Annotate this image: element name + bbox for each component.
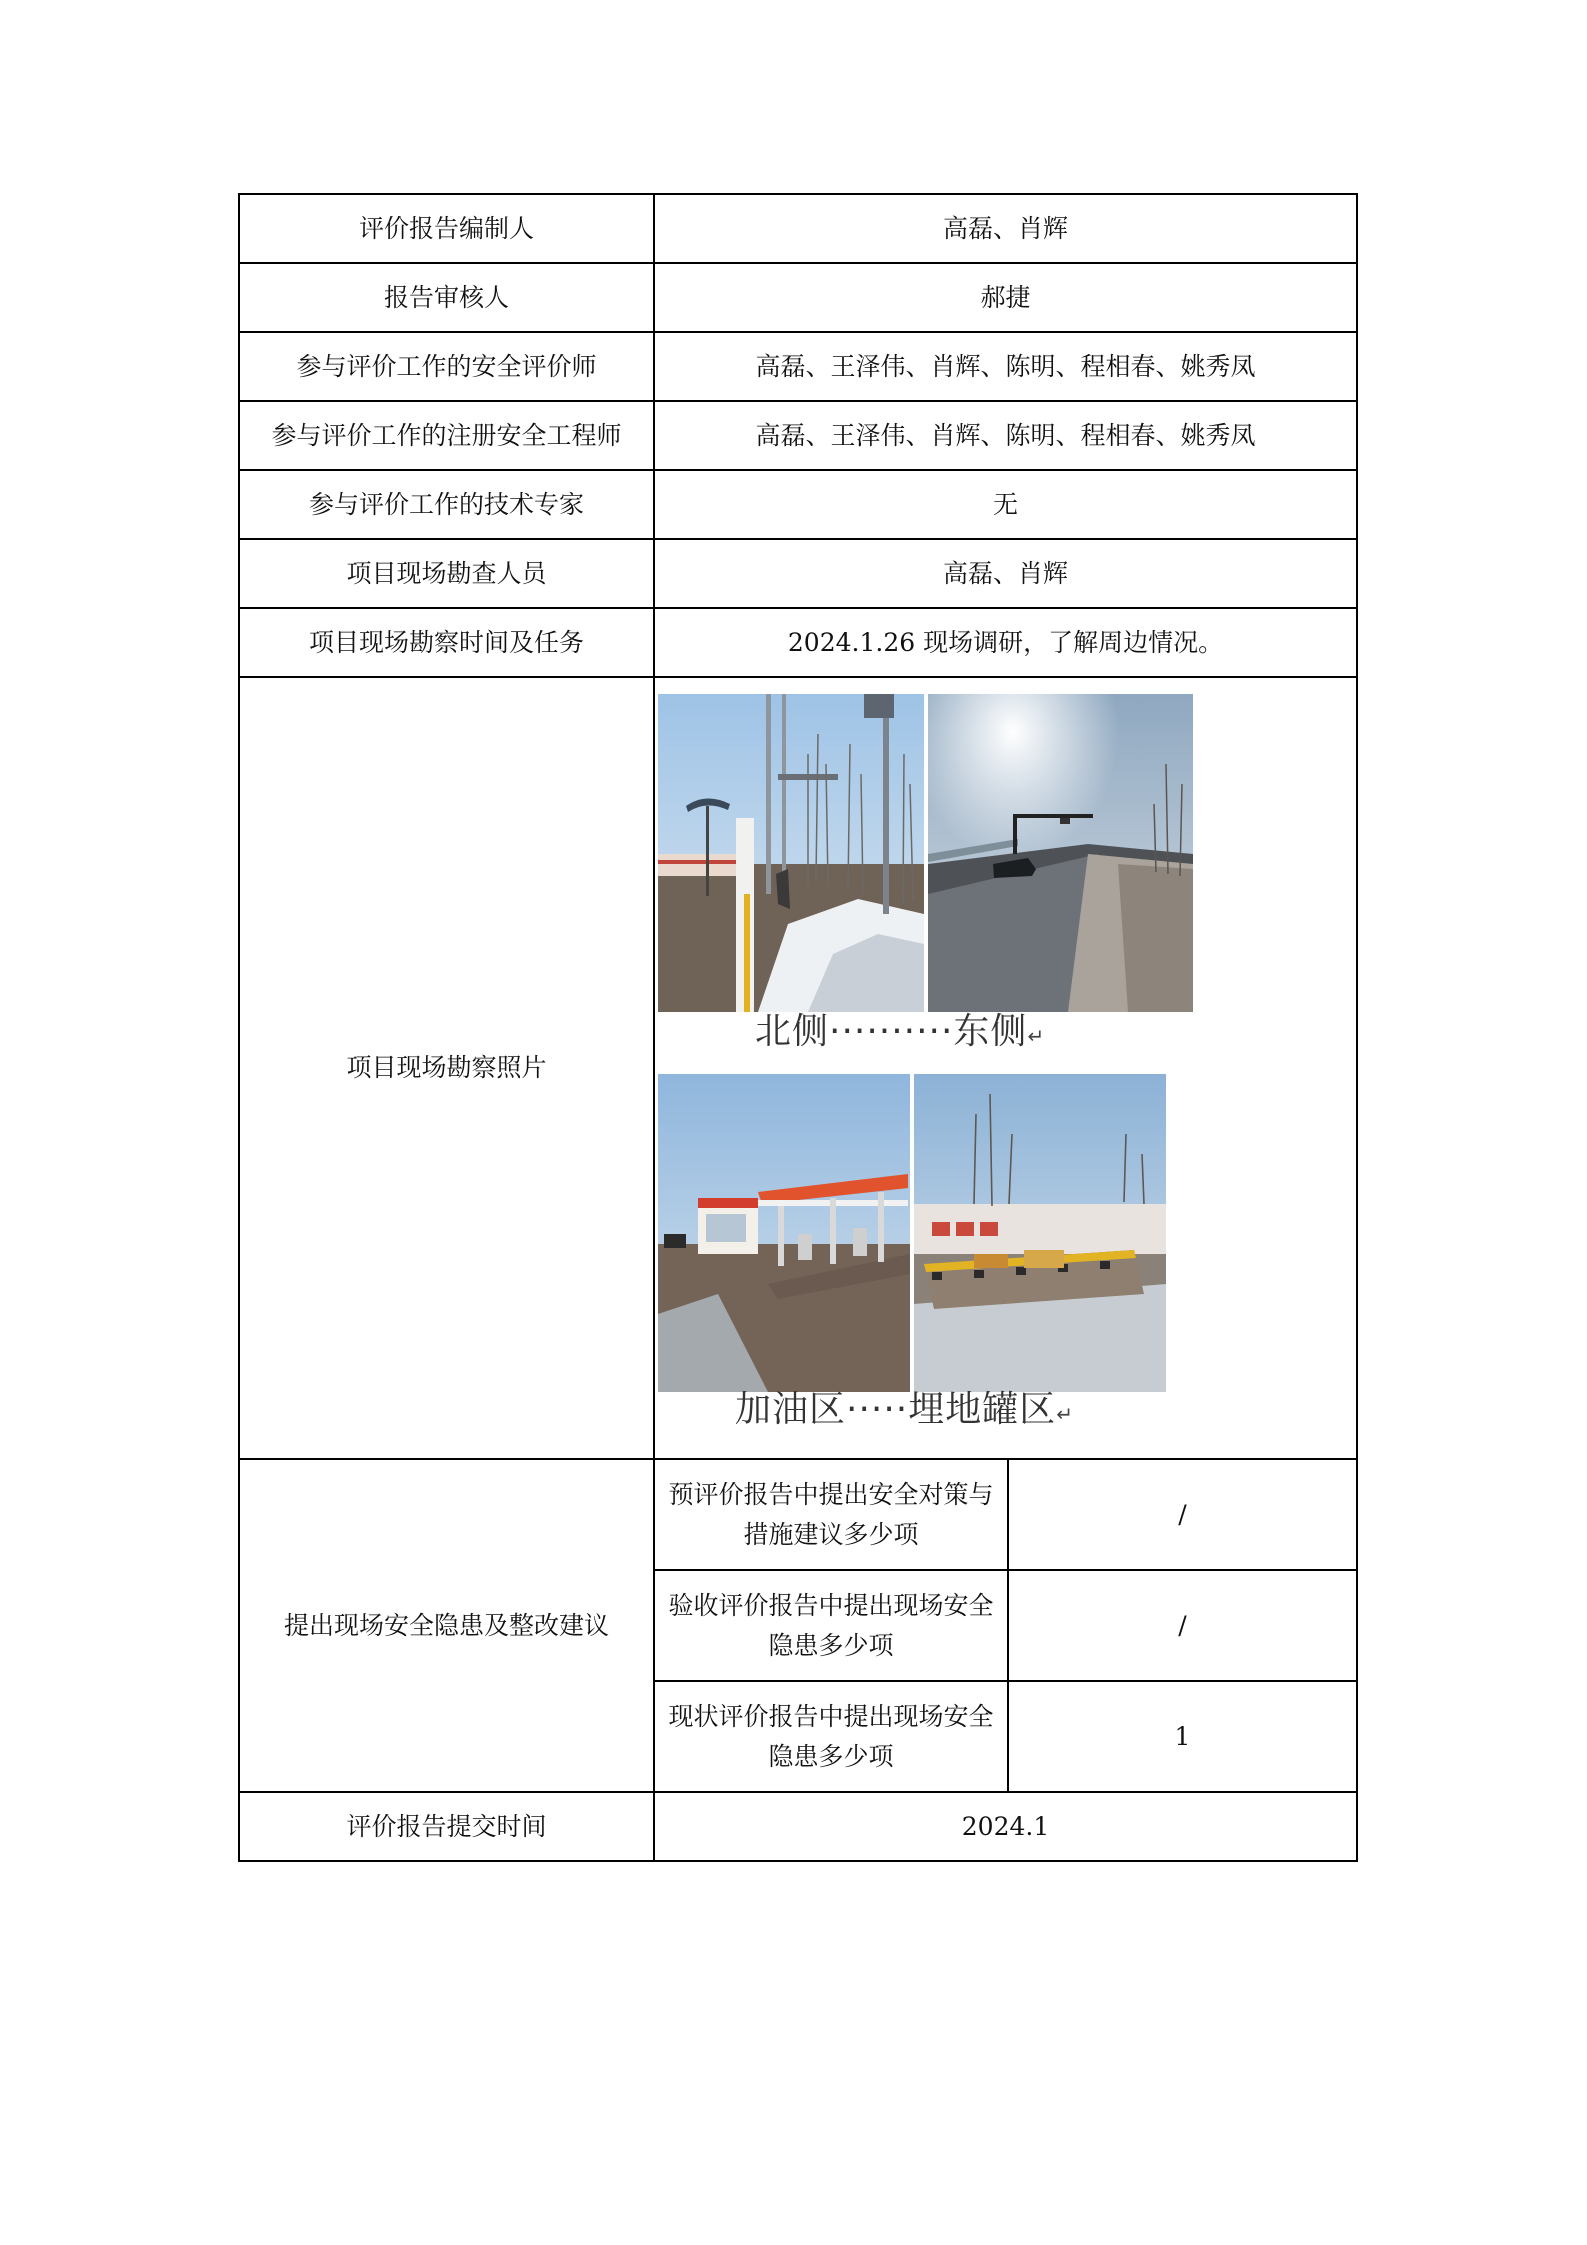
underground-tank-photo xyxy=(914,1074,1166,1392)
row-site-inspectors xyxy=(239,539,1357,608)
east-side-photo xyxy=(928,694,1193,1012)
label-site-photos: 项目现场勘察照片 xyxy=(239,677,654,1459)
return-mark-icon: ↵ xyxy=(1027,1024,1046,1048)
value-report-reviewer: 郝捷 xyxy=(654,263,1357,332)
label-report-author: 评价报告编制人 xyxy=(239,194,654,263)
row-inspection-time xyxy=(239,608,1357,677)
report-info-table xyxy=(238,193,1358,1862)
photo-caption-top xyxy=(755,1012,1045,1056)
photo-caption-top-text: 北侧··········东侧 xyxy=(755,1011,1028,1052)
value-submit-time: 2024.1 xyxy=(654,1792,1357,1861)
fueling-area-photo-image xyxy=(658,1074,910,1392)
hazard-value-acceptance: / xyxy=(1008,1570,1357,1681)
label-registered-engineers: 参与评价工作的注册安全工程师 xyxy=(239,401,654,470)
value-report-author: 高磊、肖辉 xyxy=(654,194,1357,263)
fueling-area-photo xyxy=(658,1074,910,1392)
row-hazard-preeval xyxy=(239,1459,1357,1570)
value-technical-experts: 无 xyxy=(654,470,1357,539)
site-photos-group xyxy=(655,678,1356,1458)
row-site-photos xyxy=(239,677,1357,1459)
row-registered-engineers xyxy=(239,401,1357,470)
site-photos-cell xyxy=(654,677,1357,1459)
hazard-question-acceptance: 验收评价报告中提出现场安全隐患多少项 xyxy=(654,1570,1008,1681)
value-registered-engineers: 高磊、王泽伟、肖辉、陈明、程相春、姚秀凤 xyxy=(654,401,1357,470)
return-mark-icon: ↵ xyxy=(1056,1402,1074,1426)
label-inspection-time: 项目现场勘察时间及任务 xyxy=(239,608,654,677)
label-report-reviewer: 报告审核人 xyxy=(239,263,654,332)
underground-tank-photo-image xyxy=(914,1074,1166,1392)
photo-caption-bottom-text: 加油区·····埋地罐区 xyxy=(735,1389,1057,1430)
label-safety-evaluators: 参与评价工作的安全评价师 xyxy=(239,332,654,401)
hazard-value-preeval: / xyxy=(1008,1459,1357,1570)
label-hazards: 提出现场安全隐患及整改建议 xyxy=(239,1459,654,1792)
north-side-photo xyxy=(658,694,924,1012)
label-submit-time: 评价报告提交时间 xyxy=(239,1792,654,1861)
row-report-author xyxy=(239,194,1357,263)
hazard-value-current: 1 xyxy=(1008,1681,1357,1792)
value-inspection-time: 2024.1.26 现场调研，了解周边情况。 xyxy=(654,608,1357,677)
label-technical-experts: 参与评价工作的技术专家 xyxy=(239,470,654,539)
row-technical-experts xyxy=(239,470,1357,539)
row-safety-evaluators xyxy=(239,332,1357,401)
hazard-question-current: 现状评价报告中提出现场安全隐患多少项 xyxy=(654,1681,1008,1792)
row-report-reviewer xyxy=(239,263,1357,332)
value-safety-evaluators: 高磊、王泽伟、肖辉、陈明、程相春、姚秀凤 xyxy=(654,332,1357,401)
value-site-inspectors: 高磊、肖辉 xyxy=(654,539,1357,608)
hazard-question-preeval: 预评价报告中提出安全对策与措施建议多少项 xyxy=(654,1459,1008,1570)
row-submit-time xyxy=(239,1792,1357,1861)
label-site-inspectors: 项目现场勘查人员 xyxy=(239,539,654,608)
north-side-photo-image xyxy=(658,694,924,1012)
photo-caption-bottom xyxy=(735,1390,1074,1434)
east-side-photo-image xyxy=(928,694,1193,1012)
